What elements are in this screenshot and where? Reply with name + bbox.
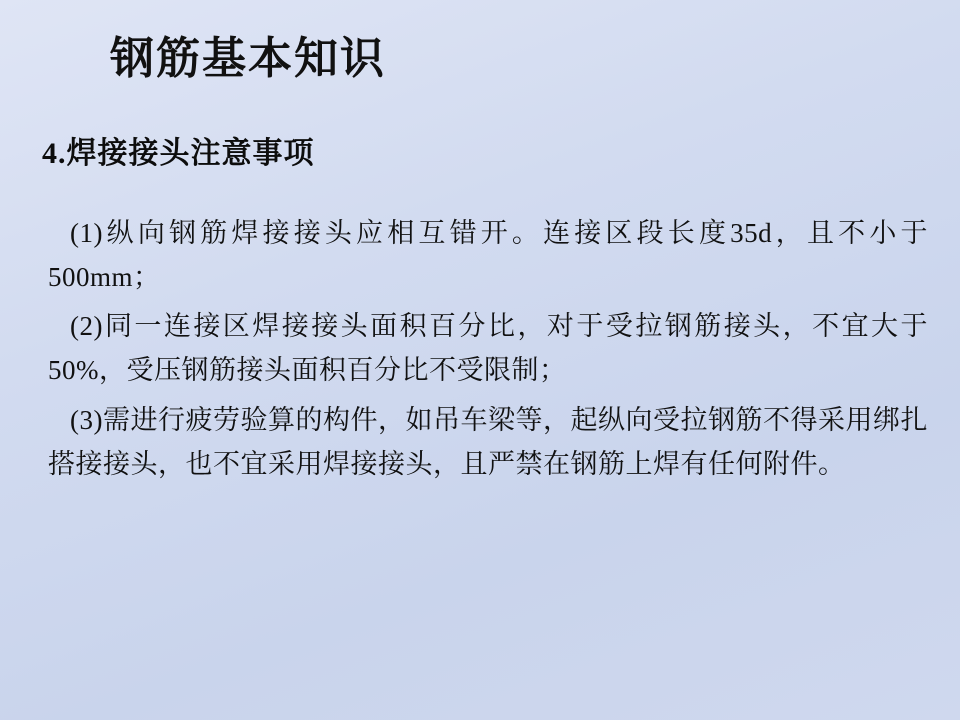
paragraph-item: (3)需进行疲劳验算的构件，如吊车梁等，起纵向受拉钢筋不得采用绑扎搭接接头，也不宜采用焊接接头，且严禁在钢筋上焊有任何附件。 xyxy=(48,404,928,479)
paragraph-item: (2)同一连接区焊接接头面积百分比，对于受拉钢筋接头，不宜大于50%，受压钢筋接头面积百分比不受限制； xyxy=(48,311,928,386)
body-content xyxy=(48,212,928,486)
section-heading: 4.焊接接头注意事项 xyxy=(42,137,315,170)
paragraph-item: (1)纵向钢筋焊接接头应相互错开。连接区段长度35d，且不小于500mm； xyxy=(48,218,928,292)
page-title: 钢筋基本知识 xyxy=(110,34,386,83)
